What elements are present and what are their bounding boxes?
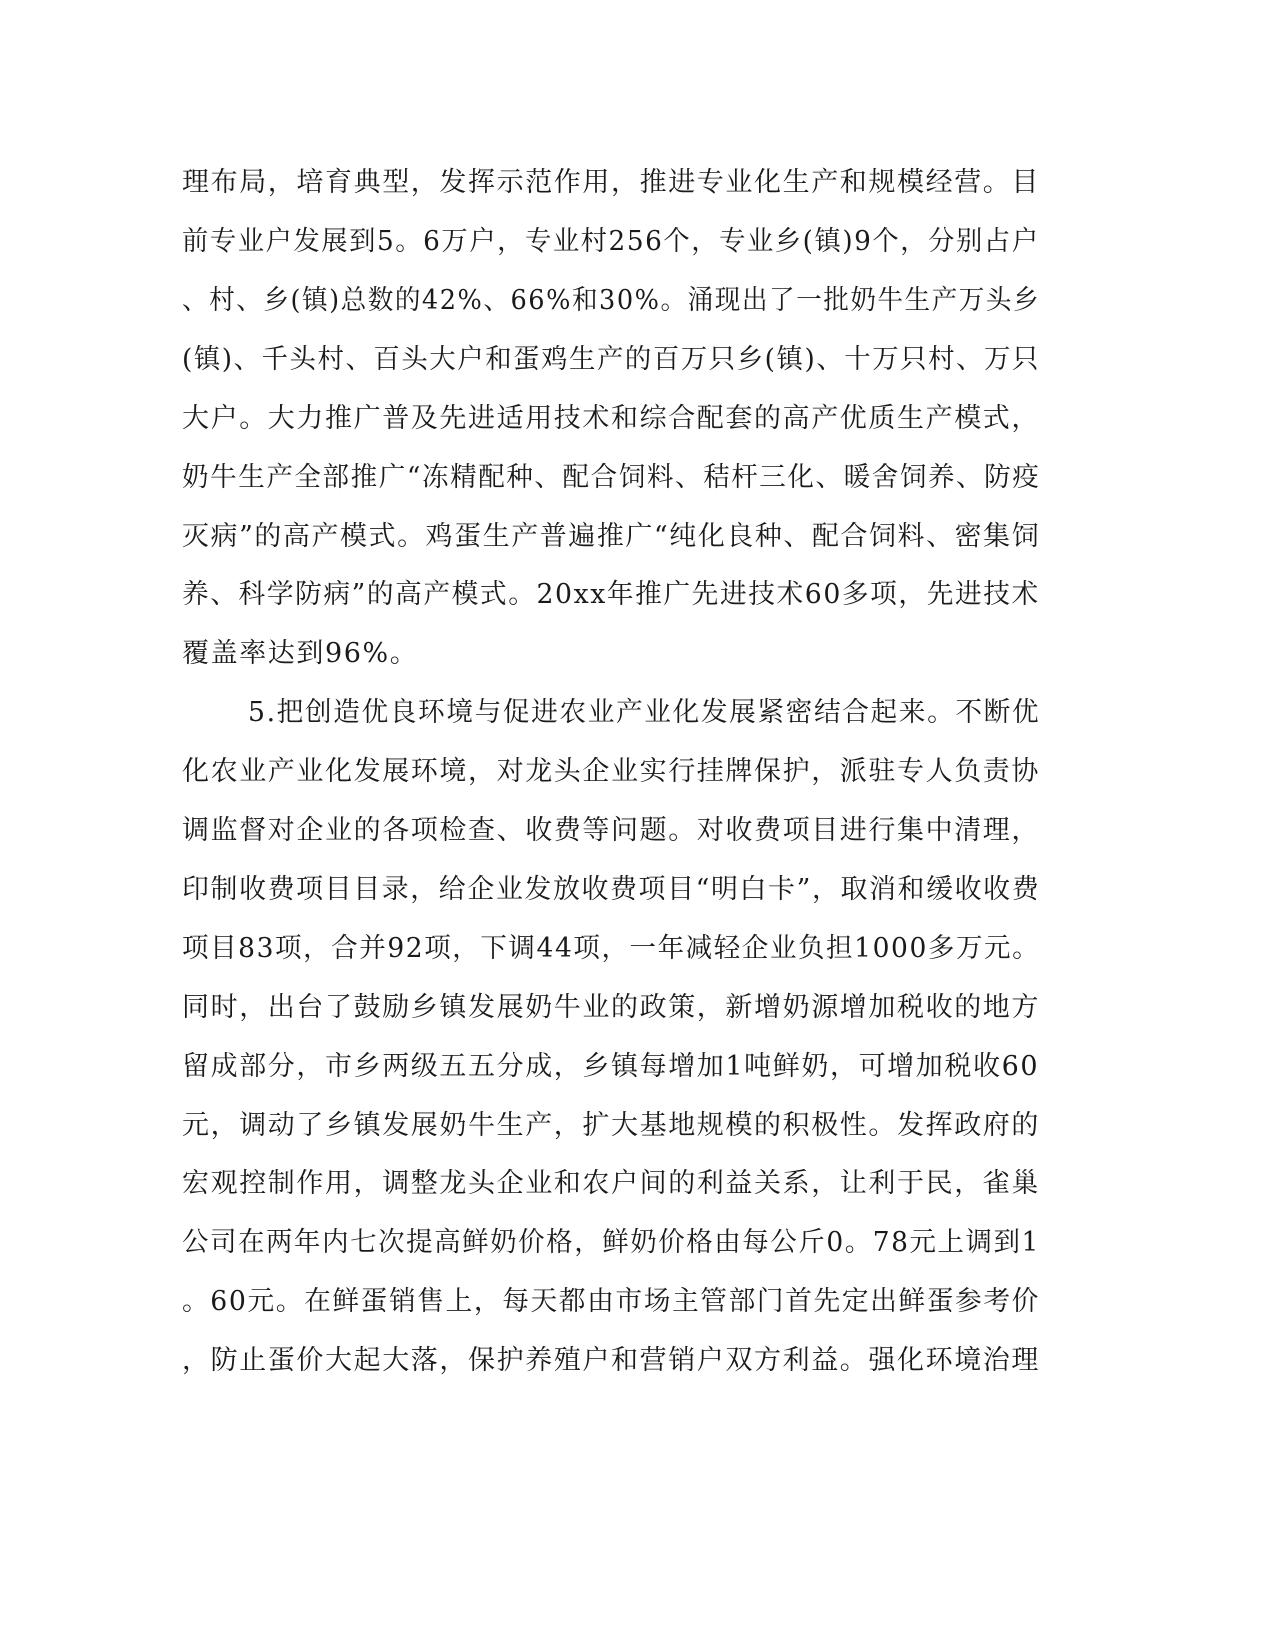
text-line: 留成部分，市乡两级五五分成，乡镇每增加1吨鲜奶，可增加税收60: [182, 1051, 1040, 1082]
text-line: 化农业产业化发展环境，对龙头企业实行挂牌保护，派驻专人负责协: [182, 756, 1040, 787]
text-line: 大户。大力推广普及先进适用技术和综合配套的高产优质生产模式，: [182, 403, 1040, 434]
text-line: 奶牛生产全部推广“冻精配种、配合饲料、秸杆三化、暖舍饲养、防疫: [182, 462, 1041, 493]
text-line: 养、科学防病”的高产模式。20xx年推广先进技术60多项，先进技术: [182, 579, 1040, 610]
text-line: 前专业户发展到5。6万户，专业村256个，专业乡(镇)9个，分别占户: [182, 226, 1040, 257]
text-line: 。60元。在鲜蛋销售上，每天都由市场主管部门首先定出鲜蛋参考价: [182, 1286, 1040, 1317]
text-line: 宏观控制作用，调整龙头企业和农户间的利益关系，让利于民，雀巢: [182, 1168, 1040, 1199]
text-line: 灭病”的高产模式。鸡蛋生产普遍推广“纯化良种、配合饲料、密集饲: [182, 521, 1041, 552]
text-line: 印制收费项目目录，给企业发放收费项目“明白卡”，取消和缓收收费: [182, 874, 1041, 905]
text-line: 元，调动了乡镇发展奶牛生产，扩大基地规模的积极性。发挥政府的: [182, 1110, 1040, 1141]
text-line: 、村、乡(镇)总数的42%、66%和30%。涌现出了一批奶牛生产万头乡: [182, 285, 1041, 316]
text-line: ，防止蛋价大起大落，保护养殖户和营销户双方利益。强化环境治理: [182, 1345, 1040, 1376]
text-line: 理布局，培育典型，发挥示范作用，推进专业化生产和规模经营。目: [182, 167, 1040, 198]
text-line: (镇)、千头村、百头大户和蛋鸡生产的百万只乡(镇)、十万只村、万只: [182, 344, 1040, 375]
text-line: 项目83项，合并92项，下调44项，一年减轻企业负担1000多万元。: [182, 933, 1041, 964]
text-line: 同时，出台了鼓励乡镇发展奶牛业的政策，新增奶源增加税收的地方: [182, 992, 1040, 1023]
text-line: 调监督对企业的各项检查、收费等问题。对收费项目进行集中清理，: [182, 815, 1040, 846]
text-line: 公司在两年内七次提高鲜奶价格，鲜奶价格由每公斤0。78元上调到1: [182, 1227, 1040, 1258]
paragraph-heading-line: 5.把创造优良环境与促进农业产业化发展紧密结合起来。不断优: [248, 697, 1041, 728]
text-line: 覆盖率达到96%。: [182, 638, 419, 669]
